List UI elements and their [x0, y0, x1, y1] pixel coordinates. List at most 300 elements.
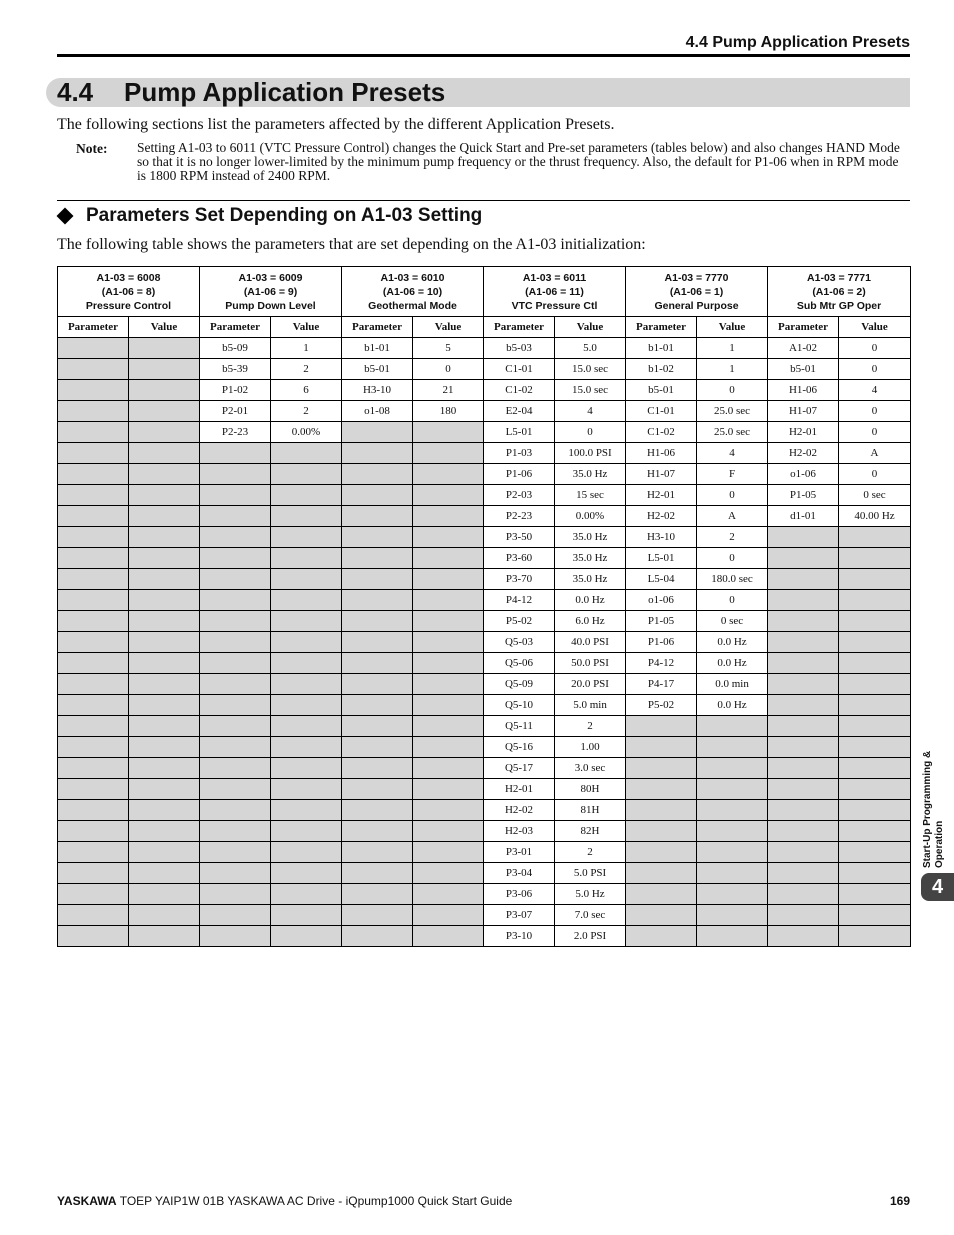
value-cell: A [697, 506, 768, 527]
parameter-cell [200, 863, 271, 884]
parameter-cell: Q5-03 [484, 632, 555, 653]
value-cell: 0.00% [271, 422, 342, 443]
group-header-line: Pump Down Level [225, 299, 316, 312]
parameter-cell: b5-01 [626, 380, 697, 401]
value-cell: 25.0 sec [697, 401, 768, 422]
value-cell [129, 695, 200, 716]
value-cell [697, 842, 768, 863]
parameter-cell [342, 737, 413, 758]
value-cell [271, 611, 342, 632]
parameter-cell [342, 842, 413, 863]
parameter-cell [342, 527, 413, 548]
value-cell [839, 905, 911, 926]
table-row [58, 611, 911, 632]
table-column-header-row [58, 317, 911, 338]
parameter-cell [200, 758, 271, 779]
parameter-cell: C1-01 [626, 401, 697, 422]
value-cell [271, 926, 342, 947]
parameter-cell [200, 695, 271, 716]
value-cell [839, 548, 911, 569]
table-row [58, 380, 911, 401]
table-row [58, 422, 911, 443]
parameter-cell: P3-70 [484, 569, 555, 590]
value-cell [271, 863, 342, 884]
parameter-cell [768, 653, 839, 674]
note-text: Setting A1-03 to 6011 (VTC Pressure Control) changes the Quick Start and Pre-set parameters (tables below) and also changes HAND Mode so that it is no longer lower-limited by the minimum pump frequency or the thrust frequency. Also, the default for P1-06 when in RPM mode is 1800 RPM instead of 2400 RPM. [137, 140, 900, 183]
parameter-cell: H1-06 [626, 443, 697, 464]
value-cell [129, 716, 200, 737]
table-row [58, 926, 911, 947]
parameter-cell [342, 779, 413, 800]
section-heading [57, 76, 445, 108]
footer-doc-title: TOEP YAIP1W 01B YASKAWA AC Drive - iQpump1000 Quick Start Guide [119, 1194, 513, 1208]
value-cell [697, 884, 768, 905]
group-header-line: (A1-06 = 9) [243, 285, 298, 298]
parameter-cell: E2-04 [484, 401, 555, 422]
value-cell [129, 464, 200, 485]
subsection-title: Parameters Set Depending on A1-03 Setting [86, 205, 483, 226]
value-cell: 1 [697, 359, 768, 380]
value-cell [697, 716, 768, 737]
column-header-parameter: Parameter [342, 317, 413, 338]
value-cell: 2 [271, 359, 342, 380]
value-cell [839, 758, 911, 779]
value-cell [839, 653, 911, 674]
value-cell [129, 737, 200, 758]
value-cell: 100.0 PSI [555, 443, 626, 464]
value-cell [271, 485, 342, 506]
value-cell [271, 716, 342, 737]
value-cell [839, 800, 911, 821]
parameter-cell [768, 863, 839, 884]
parameter-cell [342, 716, 413, 737]
parameter-cell [200, 506, 271, 527]
value-cell: 1.00 [555, 737, 626, 758]
parameter-cell [58, 338, 129, 359]
section-number: 4.4 [57, 77, 94, 107]
value-cell [413, 464, 484, 485]
value-cell [271, 821, 342, 842]
value-cell [413, 926, 484, 947]
value-cell [129, 674, 200, 695]
value-cell [129, 821, 200, 842]
value-cell: 80H [555, 779, 626, 800]
parameter-cell: P3-01 [484, 842, 555, 863]
parameter-cell [200, 464, 271, 485]
value-cell [413, 611, 484, 632]
parameter-cell [58, 401, 129, 422]
parameter-cell: P3-60 [484, 548, 555, 569]
parameter-cell: P1-05 [768, 485, 839, 506]
parameter-cell: o1-08 [342, 401, 413, 422]
value-cell: 2 [697, 527, 768, 548]
parameter-cell [768, 527, 839, 548]
parameter-cell [768, 695, 839, 716]
value-cell: 0 [697, 380, 768, 401]
parameter-cell [58, 863, 129, 884]
parameter-cell: P2-23 [200, 422, 271, 443]
footer-doc-info [57, 1194, 512, 1208]
parameter-cell: P3-10 [484, 926, 555, 947]
value-cell: 15.0 sec [555, 380, 626, 401]
parameter-cell: P1-03 [484, 443, 555, 464]
page-number: 169 [889, 1194, 910, 1208]
value-cell [697, 737, 768, 758]
value-cell [413, 821, 484, 842]
chapter-tab: 4 [921, 873, 954, 901]
parameter-cell [768, 800, 839, 821]
value-cell [129, 653, 200, 674]
value-cell [271, 800, 342, 821]
value-cell [697, 926, 768, 947]
parameter-cell: H3-10 [342, 380, 413, 401]
value-cell [129, 611, 200, 632]
table-row [58, 527, 911, 548]
parameter-cell [342, 548, 413, 569]
value-cell [271, 905, 342, 926]
table-row [58, 548, 911, 569]
parameter-cell [58, 737, 129, 758]
group-header-line: Geothermal Mode [368, 299, 457, 312]
value-cell [129, 569, 200, 590]
value-cell: 6.0 Hz [555, 611, 626, 632]
value-cell: 4 [555, 401, 626, 422]
value-cell [413, 800, 484, 821]
value-cell [697, 905, 768, 926]
parameter-cell [342, 905, 413, 926]
value-cell [839, 674, 911, 695]
column-header-value: Value [839, 317, 911, 338]
parameter-cell [58, 842, 129, 863]
parameter-cell [200, 716, 271, 737]
parameter-cell: o1-06 [626, 590, 697, 611]
parameter-cell [58, 569, 129, 590]
parameter-cell [200, 842, 271, 863]
value-cell [271, 737, 342, 758]
parameter-cell [768, 821, 839, 842]
parameter-cell [768, 632, 839, 653]
table-group-header [626, 267, 768, 317]
value-cell: 1 [697, 338, 768, 359]
column-header-value: Value [129, 317, 200, 338]
table-row [58, 338, 911, 359]
value-cell: 0 [697, 590, 768, 611]
value-cell [129, 401, 200, 422]
value-cell [129, 632, 200, 653]
parameter-cell: b5-01 [768, 359, 839, 380]
value-cell: 4 [697, 443, 768, 464]
value-cell [129, 506, 200, 527]
value-cell [129, 800, 200, 821]
value-cell [271, 653, 342, 674]
parameter-cell [626, 842, 697, 863]
group-header-line: A1-03 = 7770 [664, 271, 729, 284]
section-title: Pump Application Presets [124, 77, 446, 107]
table-row [58, 884, 911, 905]
value-cell: 35.0 Hz [555, 548, 626, 569]
parameter-cell [342, 422, 413, 443]
value-cell: 0.0 Hz [697, 653, 768, 674]
table-group-header [200, 267, 342, 317]
value-cell [839, 611, 911, 632]
table-row [58, 443, 911, 464]
value-cell [271, 443, 342, 464]
value-cell [129, 527, 200, 548]
parameter-cell: b5-03 [484, 338, 555, 359]
value-cell [413, 590, 484, 611]
table-row [58, 359, 911, 380]
parameter-cell: P4-12 [626, 653, 697, 674]
footer-brand: YASKAWA [57, 1194, 117, 1208]
value-cell: 40.00 Hz [839, 506, 911, 527]
value-cell: 2 [271, 401, 342, 422]
value-cell [129, 863, 200, 884]
group-header-line: A1-03 = 6010 [380, 271, 445, 284]
parameter-cell [58, 800, 129, 821]
parameter-cell: H2-01 [768, 422, 839, 443]
value-cell [839, 590, 911, 611]
parameter-cell: C1-02 [484, 380, 555, 401]
parameter-cell [200, 779, 271, 800]
value-cell [839, 632, 911, 653]
value-cell [697, 800, 768, 821]
parameter-cell: H1-07 [626, 464, 697, 485]
value-cell: 5.0 Hz [555, 884, 626, 905]
value-cell [839, 779, 911, 800]
value-cell [413, 422, 484, 443]
intro-paragraph: The following sections list the parameters affected by the different Application Presets. [57, 116, 615, 133]
value-cell [271, 548, 342, 569]
value-cell: 0.0 Hz [555, 590, 626, 611]
value-cell [413, 779, 484, 800]
table-group-header [58, 267, 200, 317]
table-row [58, 653, 911, 674]
table-row [58, 779, 911, 800]
parameter-cell [58, 821, 129, 842]
value-cell: 0 [839, 359, 911, 380]
value-cell: 5 [413, 338, 484, 359]
value-cell: 4 [839, 380, 911, 401]
table-row [58, 695, 911, 716]
value-cell: 0.0 Hz [697, 632, 768, 653]
value-cell [413, 716, 484, 737]
parameter-cell [58, 695, 129, 716]
parameter-cell [58, 548, 129, 569]
table-row [58, 863, 911, 884]
parameter-cell [200, 590, 271, 611]
value-cell [839, 842, 911, 863]
value-cell [129, 380, 200, 401]
value-cell: 5.0 min [555, 695, 626, 716]
value-cell [271, 506, 342, 527]
value-cell [271, 779, 342, 800]
column-header-value: Value [271, 317, 342, 338]
parameter-cell [58, 527, 129, 548]
value-cell: 35.0 Hz [555, 527, 626, 548]
parameter-cell: L5-01 [626, 548, 697, 569]
parameter-cell [58, 716, 129, 737]
value-cell: 21 [413, 380, 484, 401]
parameters-table [57, 266, 911, 947]
value-cell [129, 548, 200, 569]
value-cell: 0 [413, 359, 484, 380]
value-cell [413, 842, 484, 863]
parameter-cell [58, 632, 129, 653]
value-cell: A [839, 443, 911, 464]
parameter-cell [200, 485, 271, 506]
value-cell: 7.0 sec [555, 905, 626, 926]
value-cell: 82H [555, 821, 626, 842]
parameter-cell [626, 758, 697, 779]
parameter-cell [768, 737, 839, 758]
parameter-cell [342, 674, 413, 695]
value-cell: 50.0 PSI [555, 653, 626, 674]
table-row [58, 401, 911, 422]
group-header-line: (A1-06 = 8) [101, 285, 156, 298]
value-cell: 15 sec [555, 485, 626, 506]
group-header-line: A1-03 = 6011 [522, 271, 587, 284]
value-cell: F [697, 464, 768, 485]
parameter-cell [58, 653, 129, 674]
table-intro: The following table shows the parameters that are set depending on the A1-03 initialization: [57, 236, 646, 253]
table-row [58, 800, 911, 821]
group-header-line: Sub Mtr GP Oper [796, 299, 882, 312]
parameter-cell [200, 926, 271, 947]
running-header: 4.4 Pump Application Presets [685, 34, 910, 51]
parameter-cell [200, 884, 271, 905]
value-cell [413, 527, 484, 548]
parameter-cell [768, 779, 839, 800]
value-cell [413, 548, 484, 569]
value-cell: 6 [271, 380, 342, 401]
column-header-value: Value [413, 317, 484, 338]
value-cell [413, 443, 484, 464]
value-cell [129, 485, 200, 506]
parameter-cell [342, 800, 413, 821]
value-cell: 0.00% [555, 506, 626, 527]
value-cell: 0 [839, 338, 911, 359]
value-cell [129, 926, 200, 947]
parameter-cell: P2-23 [484, 506, 555, 527]
table-group-header-row [58, 267, 911, 317]
parameter-cell [200, 548, 271, 569]
value-cell [271, 632, 342, 653]
value-cell: 5.0 [555, 338, 626, 359]
table-row [58, 821, 911, 842]
parameter-cell [342, 926, 413, 947]
parameter-cell [58, 443, 129, 464]
parameter-cell: b5-39 [200, 359, 271, 380]
value-cell [271, 695, 342, 716]
value-cell [129, 443, 200, 464]
parameter-cell: H1-07 [768, 401, 839, 422]
value-cell [129, 905, 200, 926]
value-cell: 81H [555, 800, 626, 821]
parameter-cell [768, 716, 839, 737]
parameter-cell [58, 506, 129, 527]
column-header-parameter: Parameter [58, 317, 129, 338]
table-row [58, 632, 911, 653]
value-cell [129, 359, 200, 380]
value-cell [271, 758, 342, 779]
parameter-cell: L5-04 [626, 569, 697, 590]
parameter-cell: P2-03 [484, 485, 555, 506]
parameter-cell [58, 359, 129, 380]
parameter-cell: P4-17 [626, 674, 697, 695]
parameter-cell [342, 863, 413, 884]
parameter-cell: P5-02 [484, 611, 555, 632]
parameter-cell [626, 716, 697, 737]
table-row [58, 737, 911, 758]
parameter-cell: H2-02 [626, 506, 697, 527]
value-cell [271, 842, 342, 863]
table-row [58, 590, 911, 611]
parameter-cell: Q5-09 [484, 674, 555, 695]
column-header-parameter: Parameter [484, 317, 555, 338]
parameter-cell [200, 653, 271, 674]
value-cell: 0 sec [697, 611, 768, 632]
parameter-cell [768, 842, 839, 863]
parameter-cell [58, 905, 129, 926]
parameter-cell [626, 884, 697, 905]
value-cell [839, 863, 911, 884]
value-cell [413, 884, 484, 905]
table-row [58, 716, 911, 737]
parameter-cell [58, 758, 129, 779]
parameter-cell: P4-12 [484, 590, 555, 611]
table-row [58, 758, 911, 779]
table-row [58, 506, 911, 527]
parameter-cell: P2-01 [200, 401, 271, 422]
value-cell [697, 758, 768, 779]
value-cell [839, 737, 911, 758]
value-cell [413, 632, 484, 653]
parameter-cell: b1-01 [626, 338, 697, 359]
value-cell: 3.0 sec [555, 758, 626, 779]
parameter-cell [342, 506, 413, 527]
parameter-cell [626, 821, 697, 842]
parameter-cell [342, 590, 413, 611]
value-cell [839, 569, 911, 590]
value-cell [697, 779, 768, 800]
value-cell [271, 464, 342, 485]
parameter-cell [200, 632, 271, 653]
parameter-cell [626, 905, 697, 926]
value-cell: 5.0 PSI [555, 863, 626, 884]
value-cell: 2 [555, 842, 626, 863]
parameter-cell [768, 926, 839, 947]
value-cell [413, 758, 484, 779]
parameter-cell: A1-02 [768, 338, 839, 359]
table-row [58, 569, 911, 590]
group-header-line: Pressure Control [85, 299, 172, 312]
parameter-cell [200, 443, 271, 464]
value-cell [129, 338, 200, 359]
parameter-cell [58, 611, 129, 632]
parameter-cell [200, 821, 271, 842]
parameter-cell [768, 884, 839, 905]
parameter-cell: P1-06 [484, 464, 555, 485]
parameter-cell [342, 632, 413, 653]
value-cell [839, 695, 911, 716]
value-cell: 1 [271, 338, 342, 359]
parameter-cell [58, 674, 129, 695]
parameter-cell [768, 569, 839, 590]
parameter-cell: Q5-16 [484, 737, 555, 758]
table-body [58, 338, 911, 947]
value-cell [697, 821, 768, 842]
group-header-line: (A1-06 = 2) [812, 285, 866, 298]
